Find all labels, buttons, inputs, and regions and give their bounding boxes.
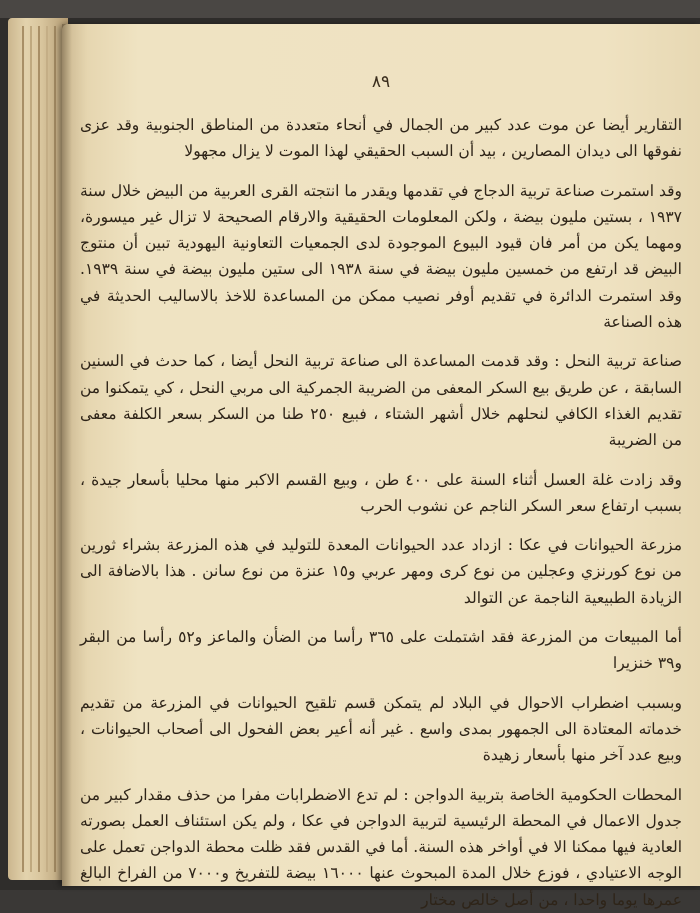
paragraph-camels: التقارير أيضا عن موت عدد كبير من الجمال في أنحاء متعددة من المناطق الجنوبية وقد عزى نفوقها الى ديدان المصارين ، بيد أن السبب الحقيقي لهذا الموت لا يزال مجهولا <box>80 116 682 161</box>
book-binding <box>0 0 700 18</box>
paragraph-insemination: وبسبب اضطراب الاحوال في البلاد لم يتمكن قسم تلقيح الحيوانات في المزرعة من تقديم خدماته المعتادة الى الجمهور بمدى واسع . غير أنه أعير بعض الفحول الى أصحاب الحيوانات ، وبيع عدد آخر منها بأسعار زهيدة <box>80 693 682 765</box>
paragraph-acre-farm: مزرعة الحيوانات في عكا : ازداد عدد الحيوانات المعدة للتوليد في هذه المزرعة بشراء ثورين من نوع كورنزي وعجلين من نوع كرى ومهر عربي و١٥ عنزة من نوع سانن . هذا بالاضافة الى الزيادة الطبيعية الناجمة عن التوالد <box>80 536 682 607</box>
page-gutter-shadow <box>62 24 72 886</box>
book-page <box>62 24 700 909</box>
paragraph-farm-sales: أما المبيعات من المزرعة فقد اشتملت على ٣٦٥ رأسا من الضأن والماعز و٥٢ رأسا من البقر و٣٩ خنزيرا <box>80 628 682 673</box>
page-stack-edge <box>8 18 68 880</box>
paragraph-poultry: وقد استمرت صناعة تربية الدجاج في تقدمها ويقدر ما انتجته القرى العربية من البيض خلال سنة ١٩٣٧ ، بستين مليون بيضة ، ولكن المعلومات الحقيقية والارقام الصحيحة لا تزال غير ميسورة، ومهما يكن من أمر فان قيود البيوع الموجودة لدى الجمعيات التعاونية اليهودية تبين أن منتوج البيض قد ارتفع من خمسين مليون بيضة في سنة ١٩٣٨ الى ستين مليون بيضة في سنة ١٩٣٩. وقد استمرت الدائرة في تقديم أوفر نصيب ممكن من المساعدة للاخذ بالاساليب الحديثة في هذه الصناعة <box>80 181 683 332</box>
paragraph-poultry-stations: المحطات الحكومية الخاصة بتربية الدواجن : لم تدع الاضطرابات مفرا من حذف مقدار كبير من جدول الاعمال في المحطة الرئيسية لتربية الدواجن في عكا ، ولم يكن استئناف العمل بصورته العادية فيها ممكنا الا في أواخر هذه السنة. أما في القدس فقد ظلت محطة الدواجن تعمل على الوجه الاعتيادي ، فوزع خلال المدة المبحوث عنها ١٦٠٠٠ بيضة للتفريخ و٧٠٠٠ من الفراخ البالغ عمرها يوما واحدا ، من أصل خالص مختار <box>80 785 682 909</box>
page-number: ٨٩ <box>371 72 391 92</box>
page-body-text <box>80 112 682 913</box>
paragraph-beekeeping: صناعة تربية النحل : وقد قدمت المساعدة الى صناعة تربية النحل أيضا ، كما حدث في السنين السابقة ، عن طريق بيع السكر المعفى من الضريبة الجمركية الى مربي النحل ، كي يتمكنوا من تقديم الغذاء الكافي لنحلهم خلال أشهر الشتاء ، فبيع ٢٥٠ طنا من السكر بسعر الكلفة معفى من الضريبة <box>80 352 682 450</box>
paragraph-honey-yield: وقد زادت غلة العسل أثناء السنة على ٤٠٠ طن ، وبيع القسم الاكبر منها محليا بأسعار جيدة ، بسبب ارتفاع سعر السكر الناجم عن نشوب الحرب <box>80 470 682 515</box>
